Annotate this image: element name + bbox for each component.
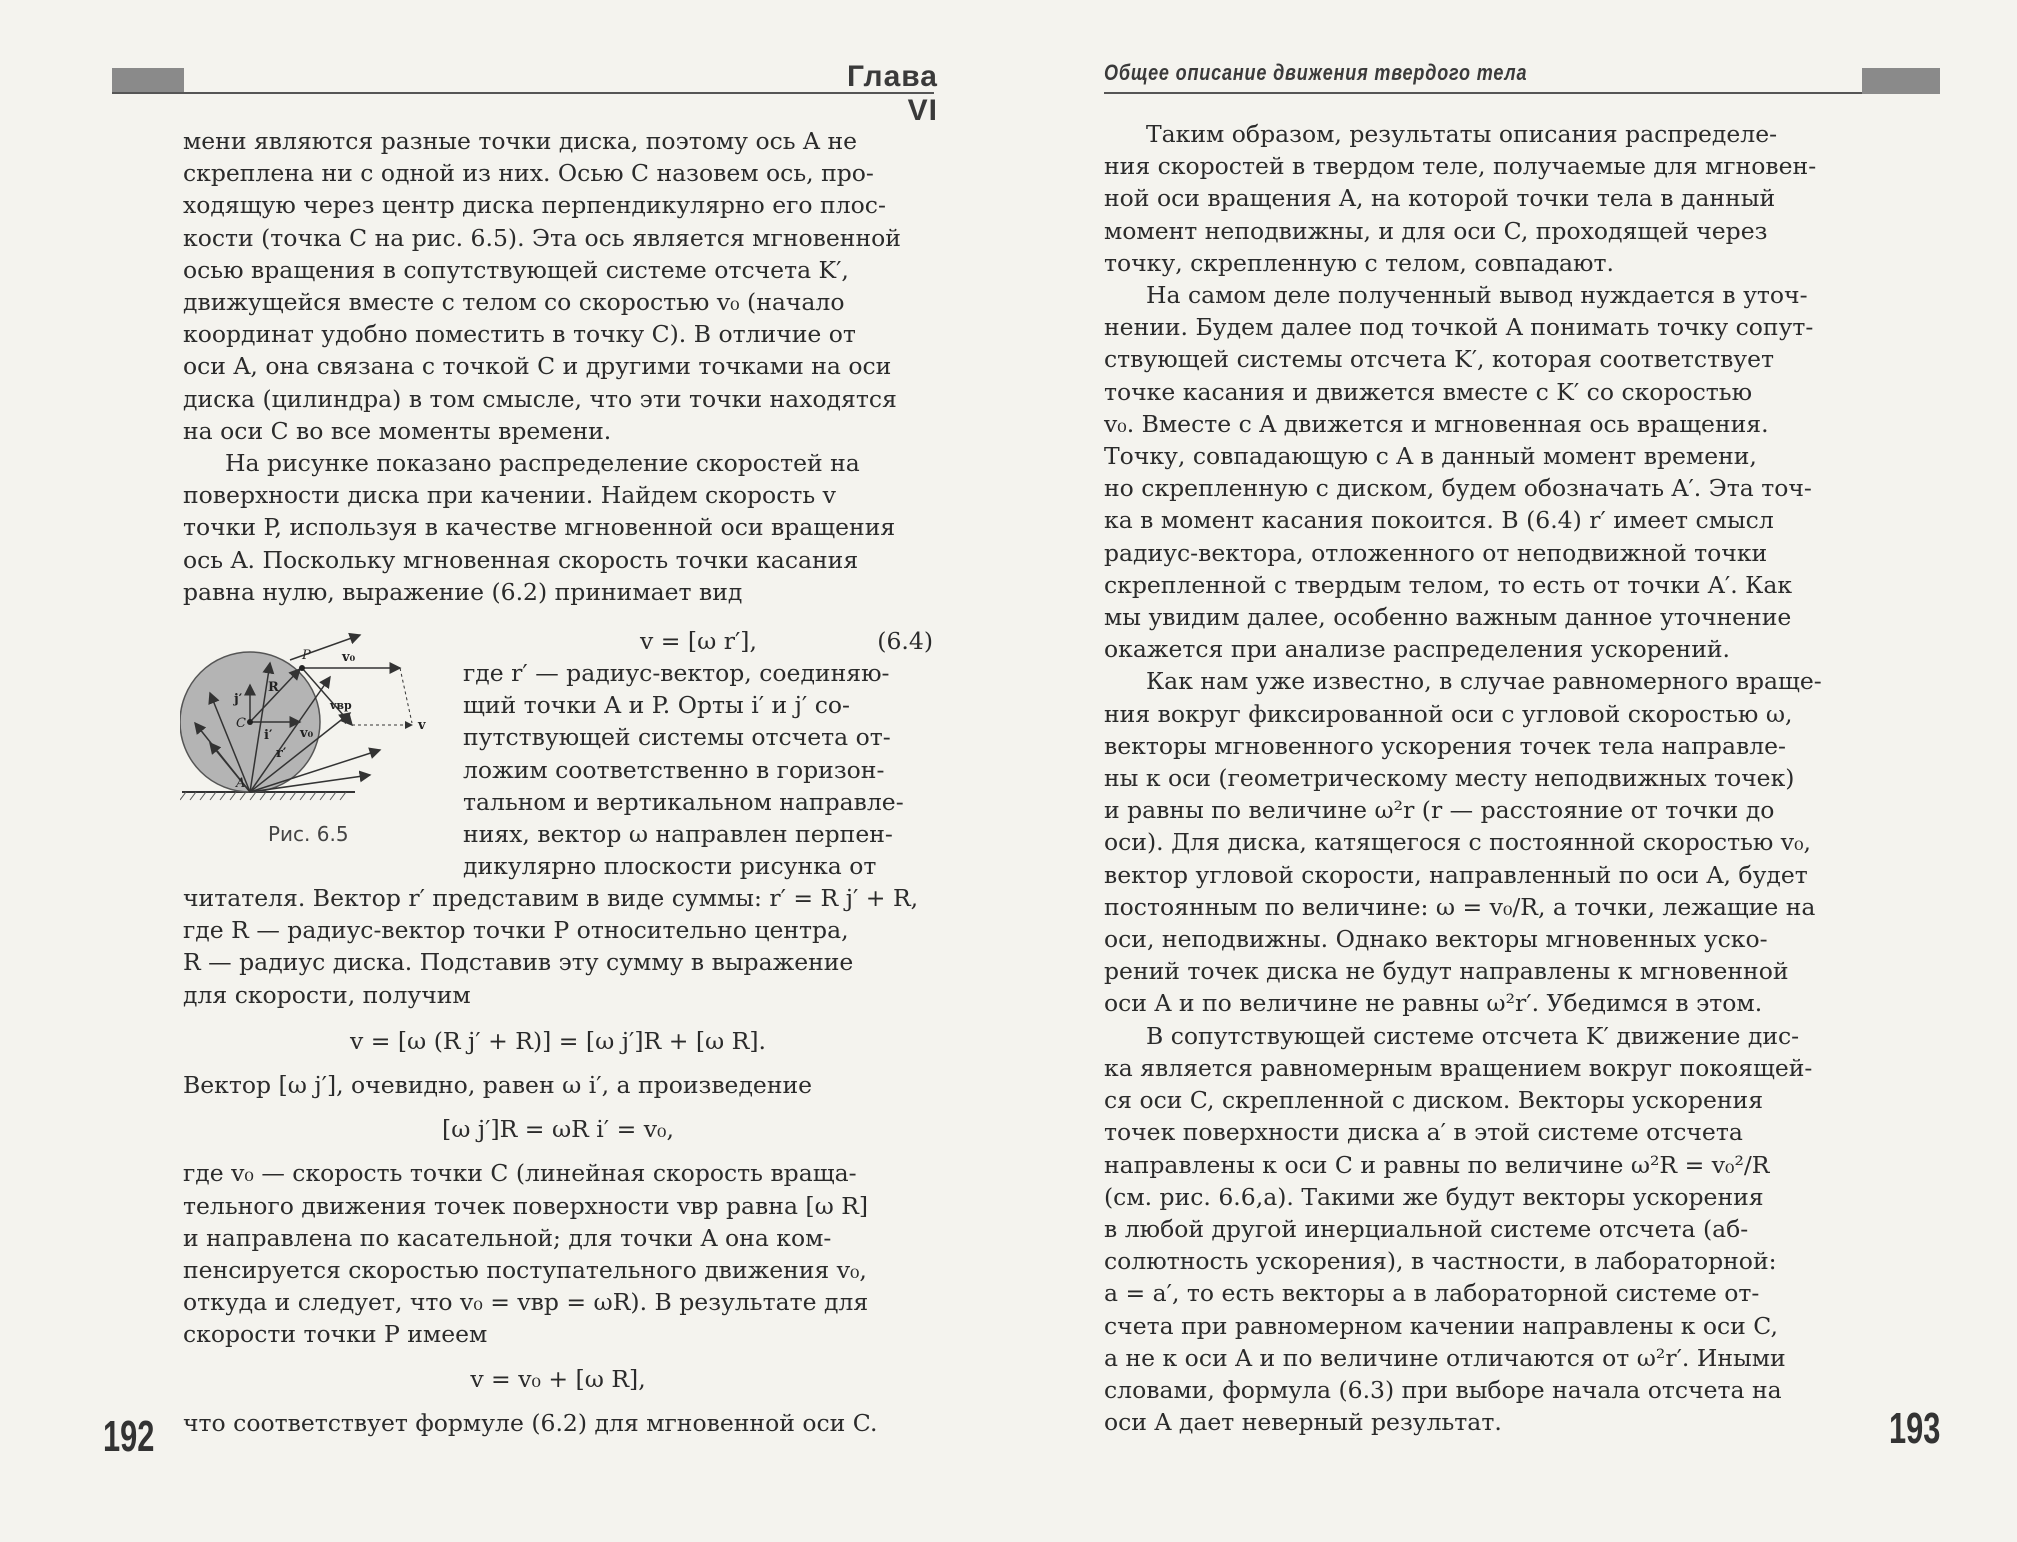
text-line: щий точки A и P. Орты i′ и j′ со- <box>463 691 850 720</box>
text-line: тальном и вертикальном направле- <box>463 787 904 816</box>
text-line: ходящую через центр диска перпендикулярно его плос- <box>183 191 886 220</box>
text-line: солютность ускорения), в частности, в лабораторной: <box>1104 1247 1777 1276</box>
section-header: Общее описание движения твердого тела <box>1104 60 1528 85</box>
label-i: i′ <box>264 728 273 743</box>
text-line: на оси C во все моменты времени. <box>183 416 612 445</box>
text-line: но скрепленную с диском, будем обозначать A′. Эта точ- <box>1104 474 1812 503</box>
text-line: и направлена по касательной; для точки A она ком- <box>183 1223 832 1252</box>
wrap-paragraph <box>463 657 933 882</box>
label-a: A <box>236 776 246 791</box>
text-line: v₀. Вместе с A движется и мгновенная ось вращения. <box>1104 409 1769 438</box>
text-line: В сопутствующей системе отсчета K′ движение дис- <box>1146 1021 1800 1050</box>
header-bar-left <box>112 68 184 94</box>
dashed-v0 <box>400 668 412 723</box>
text-line: Точку, совпадающую с A в данный момент времени, <box>1104 442 1757 471</box>
label-r-big: R <box>268 680 279 695</box>
right-page <box>1010 0 2017 1542</box>
text-line: мени являются разные точки диска, поэтому ось A не <box>183 127 858 155</box>
text-line: словами, формула (6.3) при выборе начала отсчета на <box>1104 1375 1782 1404</box>
text-line: осью вращения в сопутствующей системе отсчета K′, <box>183 255 849 284</box>
text-line: R — радиус диска. Подставив эту сумму в выражение <box>183 948 854 977</box>
text-line: ся оси C, скрепленной с диском. Векторы ускорения <box>1104 1086 1764 1115</box>
page-number-left: 192 <box>103 1412 155 1461</box>
text-line: На самом деле полученный вывод нуждается в уточ- <box>1146 281 1808 310</box>
text-line: а не к оси A и по величине отличаются от ω²r′. Иными <box>1104 1343 1786 1372</box>
label-p: P <box>302 648 311 663</box>
text-line: в любой другой инерциальной системе отсчета (аб- <box>1104 1214 1749 1243</box>
text-line: точку, скрепленную с телом, совпадают. <box>1104 248 1614 277</box>
label-c: C <box>236 716 246 731</box>
left-top-paragraph <box>183 125 933 608</box>
chapter-header: Глава VI <box>847 60 938 127</box>
equation-text: v = [ω r′], <box>640 627 757 655</box>
figure-6-5 <box>180 625 445 815</box>
text-line: оси A и по величине не равны ω²r′. Убедимся в этом. <box>1104 989 1763 1018</box>
left-lower-text <box>183 882 933 1439</box>
text-line: мы увидим далее, особенно важным данное уточнение <box>1104 603 1792 632</box>
text-line: Вектор [ω j′], очевидно, равен ω i′, а произведение <box>183 1071 813 1100</box>
text-line: где v₀ — скорость точки C (линейная скорость враща- <box>183 1159 857 1188</box>
text-line: (см. рис. 6.6,а). Такими же будут векторы ускорения <box>1104 1182 1764 1211</box>
label-j: j′ <box>234 692 243 707</box>
equation-final: v = v₀ + [ω R], <box>470 1364 646 1393</box>
text-line: кости (точка C на рис. 6.5). Эта ось является мгновенной <box>183 223 901 252</box>
label-v0-mid: v₀ <box>300 726 314 741</box>
figure-caption: Рис. 6.5 <box>268 822 349 846</box>
page-number-right: 193 <box>1889 1404 1941 1453</box>
text-line: ложим соответственно в горизон- <box>463 755 885 784</box>
text-line: ось A. Поскольку мгновенная скорость точки касания <box>183 545 859 574</box>
text-line: ка является равномерным вращением вокруг покоящей- <box>1104 1053 1813 1082</box>
text-line: На рисунке показано распределение скоростей на <box>225 449 860 478</box>
text-line: ной оси вращения A, на которой точки тела в данный <box>1104 184 1776 213</box>
text-line: координат удобно поместить в точку C). В отличие от <box>183 320 856 349</box>
text-line: Как нам уже известно, в случае равномерного враще- <box>1146 667 1822 696</box>
label-r-prime: r′ <box>276 746 287 761</box>
text-line: пенсируется скоростью поступательного движения v₀, <box>183 1256 867 1285</box>
text-line: точки P, используя в качестве мгновенной оси вращения <box>183 513 896 542</box>
text-line: что соответствует формуле (6.2) для мгновенной оси C. <box>183 1408 878 1437</box>
equation-6-4 <box>640 625 933 657</box>
text-line: ния вокруг фиксированной оси с угловой скоростью ω, <box>1104 699 1793 728</box>
text-line: дикулярно плоскости рисунка от <box>463 852 877 881</box>
text-line: откуда и следует, что v₀ = vвр = ωR). В результате для <box>183 1288 869 1317</box>
right-body <box>1104 118 1864 1438</box>
point-p <box>299 665 305 671</box>
text-line: диска (цилиндра) в том смысле, что эти точки находятся <box>183 384 897 413</box>
header-rule-left <box>112 92 934 94</box>
text-line: скреплена ни с одной из них. Осью C назовем ось, про- <box>183 159 874 188</box>
text-line: для скорости, получим <box>183 980 471 1009</box>
text-line: ствующей системы отсчета K′, которая соответствует <box>1104 345 1775 374</box>
equation-sum: v = [ω (R j′ + R)] = [ω j′]R + [ω R]. <box>349 1026 766 1055</box>
text-line: читателя. Вектор r′ представим в виде суммы: r′ = R j′ + R, <box>183 884 919 912</box>
text-line: вектор угловой скорости, направленный по оси A, будет <box>1104 860 1808 889</box>
equation-product: [ω j′]R = ωR i′ = v₀, <box>442 1115 674 1144</box>
text-line: рений точек диска не будут направлены к мгновенной <box>1104 957 1789 986</box>
text-line: где R — радиус-вектор точки P относительно центра, <box>183 916 849 945</box>
point-c <box>247 719 253 725</box>
text-line: векторы мгновенного ускорения точек тела направле- <box>1104 731 1786 760</box>
text-line: где r′ — радиус-вектор, соединяю- <box>463 659 890 687</box>
header-rule-right <box>1104 92 1940 94</box>
text-line: и равны по величине ω²r (r — расстояние от точки до <box>1104 796 1775 825</box>
text-line: точек поверхности диска a′ в этой системе отсчета <box>1104 1118 1743 1147</box>
text-line: оси A, она связана с точкой C и другими точками на оси <box>183 352 892 381</box>
label-vvr: vвр <box>330 699 352 712</box>
ground-hatching <box>180 792 346 800</box>
text-line: точке касания и движется вместе с K′ со скоростью <box>1104 377 1753 406</box>
text-line: радиус-вектора, отложенного от неподвижной точки <box>1104 538 1768 567</box>
text-line: оси). Для диска, катящегося с постоянной скоростью v₀, <box>1104 828 1811 857</box>
label-v0-top: v₀ <box>342 650 356 665</box>
text-line: Таким образом, результаты описания распределе- <box>1146 120 1778 148</box>
equation-number: (6.4) <box>877 627 933 655</box>
text-line: тельного движения точек поверхности vвр равна [ω R] <box>183 1191 869 1220</box>
text-line: a = a′, то есть векторы a в лабораторной системе от- <box>1104 1279 1760 1308</box>
text-line: путствующей системы отсчета от- <box>463 723 891 752</box>
text-line: ны к оси (геометрическому месту неподвижных точек) <box>1104 764 1795 793</box>
text-line: скрепленной с твердым телом, то есть от точки A′. Как <box>1104 570 1793 599</box>
text-line: ка в момент касания покоится. В (6.4) r′ имеет смысл <box>1104 506 1774 535</box>
text-line: оси A дает неверный результат. <box>1104 1408 1502 1437</box>
text-line: момент неподвижны, и для оси C, проходящей через <box>1104 216 1768 245</box>
text-line: ниях, вектор ω направлен перпен- <box>463 820 893 849</box>
text-line: движущейся вместе с телом со скоростью v₀ (начало <box>183 288 845 317</box>
text-line: окажется при анализе распределения ускорений. <box>1104 635 1731 664</box>
text-line: равна нулю, выражение (6.2) принимает вид <box>183 577 743 606</box>
text-line: оси, неподвижны. Однако векторы мгновенных уско- <box>1104 925 1768 954</box>
text-line: поверхности диска при качении. Найдем скорость v <box>183 481 836 510</box>
text-line: направлены к оси C и равны по величине ω²R = v₀²/R <box>1104 1150 1770 1179</box>
text-line: счета при равномерном качении направлены к оси C, <box>1104 1311 1778 1340</box>
label-v: v <box>418 718 426 733</box>
text-line: скорости точки P имеем <box>183 1320 488 1349</box>
header-bar-right <box>1862 68 1940 94</box>
text-line: ния скоростей в твердом теле, получаемые для мгновен- <box>1104 152 1817 181</box>
left-page <box>0 0 1000 1542</box>
text-line: нении. Будем далее под точкой A понимать точку сопут- <box>1104 313 1814 342</box>
text-line: постоянным по величине: ω = v₀/R, а точки, лежащие на <box>1104 892 1816 921</box>
